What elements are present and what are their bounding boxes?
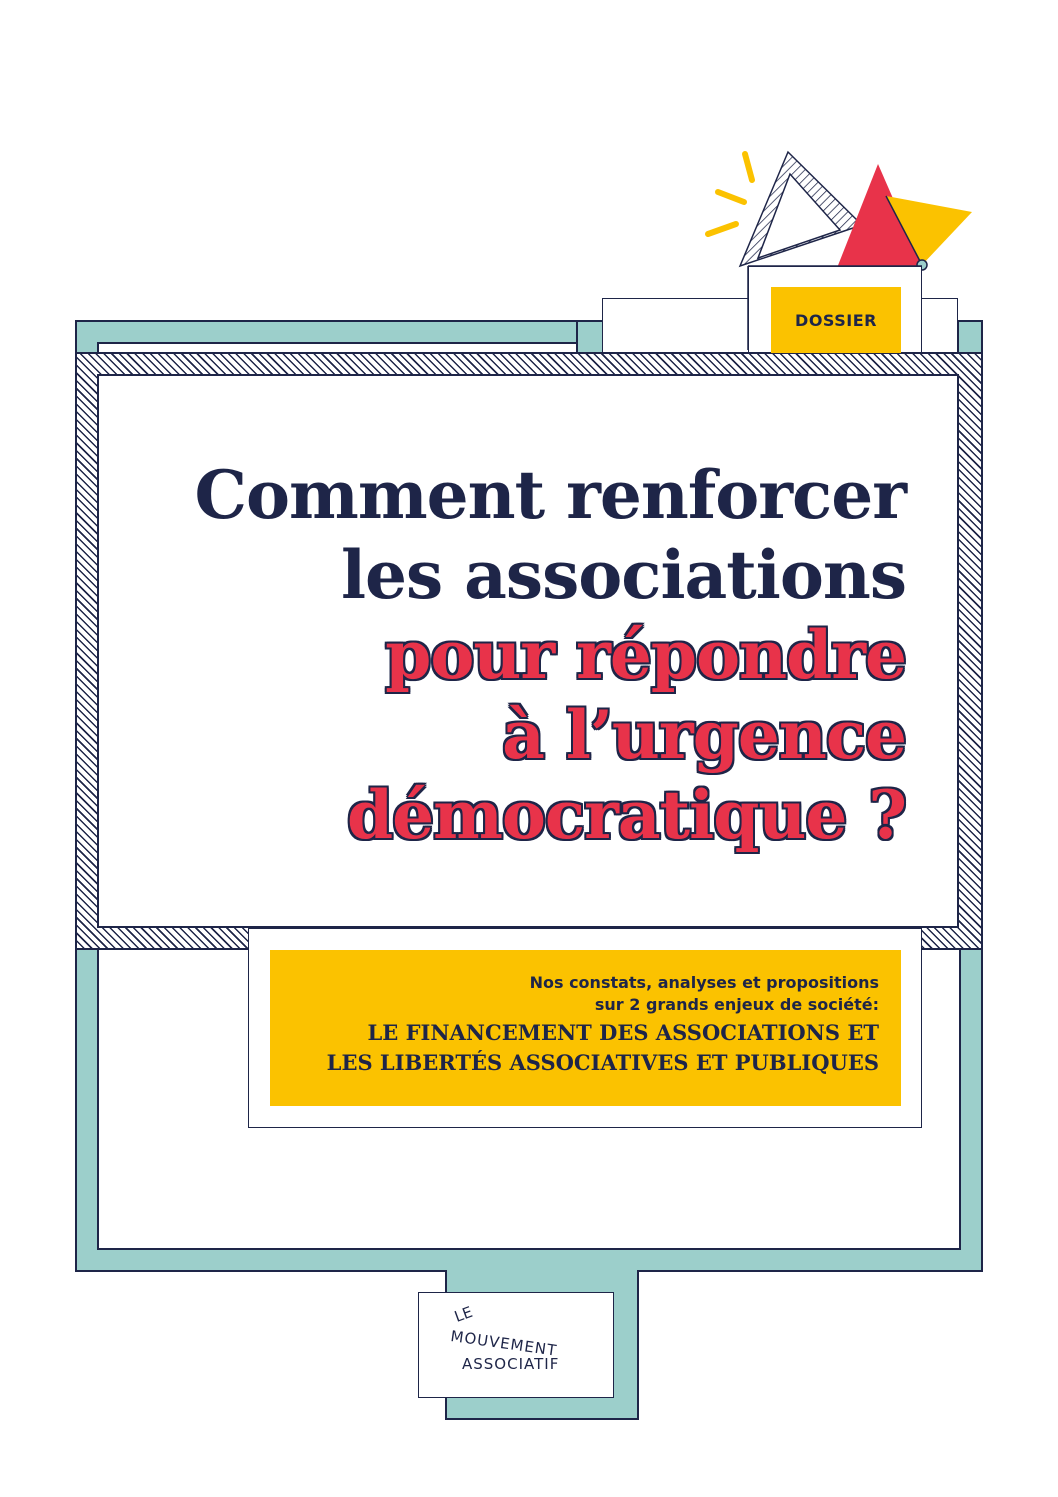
logo	[436, 1302, 596, 1385]
bottom-tab-join	[447, 1268, 637, 1272]
logo-line-2: MOUVEMENT	[449, 1327, 559, 1360]
title-line-1: Comment renforcer	[194, 456, 906, 534]
subtitle-main-2: LES LIBERTÉS ASSOCIATIVES ET PUBLIQUES	[326, 1050, 879, 1075]
title-line-5: démocratique ?	[346, 776, 906, 854]
title-line-4: à l’urgence	[502, 696, 906, 774]
logo-line-3: ASSOCIATIF	[462, 1355, 560, 1373]
title-line-2: les associations	[340, 536, 906, 614]
subtitle-box	[270, 950, 901, 1106]
dossier-badge: DOSSIER	[771, 287, 901, 353]
logo-line-1: LE	[452, 1302, 475, 1326]
page-title	[110, 455, 906, 855]
subtitle-main-1: LE FINANCEMENT DES ASSOCIATIONS ET	[367, 1020, 879, 1045]
subtitle-intro-2: sur 2 grands enjeux de société:	[594, 995, 879, 1014]
subtitle-intro-1: Nos constats, analyses et propositions	[529, 973, 879, 992]
title-line-3: pour répondre	[385, 616, 906, 694]
